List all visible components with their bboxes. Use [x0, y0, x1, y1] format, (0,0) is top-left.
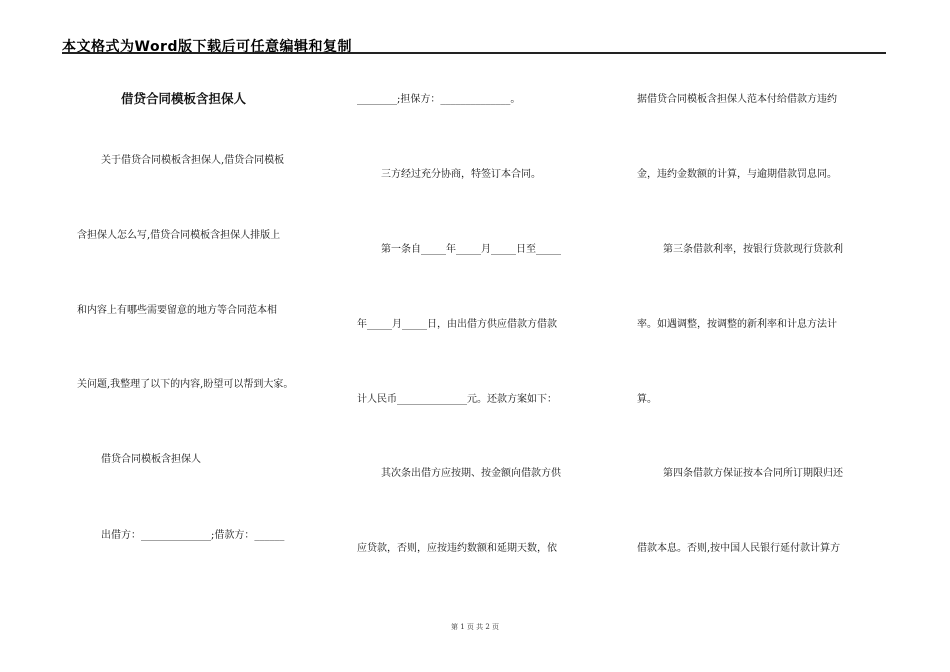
text-line: 算。 — [637, 394, 657, 405]
text-line: 三方经过充分协商，特签订本合同。 — [381, 169, 541, 180]
text-line: ________;担保方：______________。 — [357, 94, 521, 105]
text-line: 第三条借款利率，按银行贷款现行贷款利 — [663, 244, 843, 255]
text-line: 其次条出借方应按期、按金额向借款方供 — [381, 468, 561, 479]
text-line: 计人民币______________元。还款方案如下： — [357, 394, 557, 405]
header-divider — [62, 52, 886, 54]
text-line: 和内容上有哪些需要留意的地方等合同范本相 — [77, 305, 277, 316]
section-heading: 借贷合同模板含担保人 — [101, 454, 201, 465]
text-line: 第一条自_____年_____月_____日至_____ — [381, 244, 561, 255]
text-line: 据借贷合同模板含担保人范本付给借款方违约 — [637, 94, 837, 105]
text-line: 出借方：______________;借款方：______ — [101, 530, 285, 541]
text-line: 第四条借款方保证按本合同所订期限归还 — [663, 468, 843, 479]
text-line: 金，违约金数额的计算，与逾期借款罚息同。 — [637, 169, 837, 180]
page-number: 第 1 页 共 2 页 — [450, 623, 500, 631]
text-line: 率。如遇调整，按调整的新利率和计息方法计 — [637, 319, 837, 330]
text-line: 年_____月_____日，由出借方供应借款方借款 — [357, 319, 557, 330]
text-line: 关问题,我整理了以下的内容,盼望可以帮到大家。 — [77, 379, 294, 390]
text-line: 含担保人怎么写,借贷合同模板含担保人排版上 — [77, 230, 281, 241]
contract-title: 借贷合同模板含担保人 — [121, 91, 247, 106]
text-line: 关于借贷合同模板含担保人,借贷合同模板 — [101, 155, 285, 166]
text-line: 应贷款，否则，应按违约数额和延期天数，依 — [357, 543, 557, 554]
document-header: 本文格式为Word版下载后可任意编辑和复制 — [62, 39, 352, 55]
text-line: 借款本息。否则,按中国人民银行延付款计算方 — [637, 543, 841, 554]
